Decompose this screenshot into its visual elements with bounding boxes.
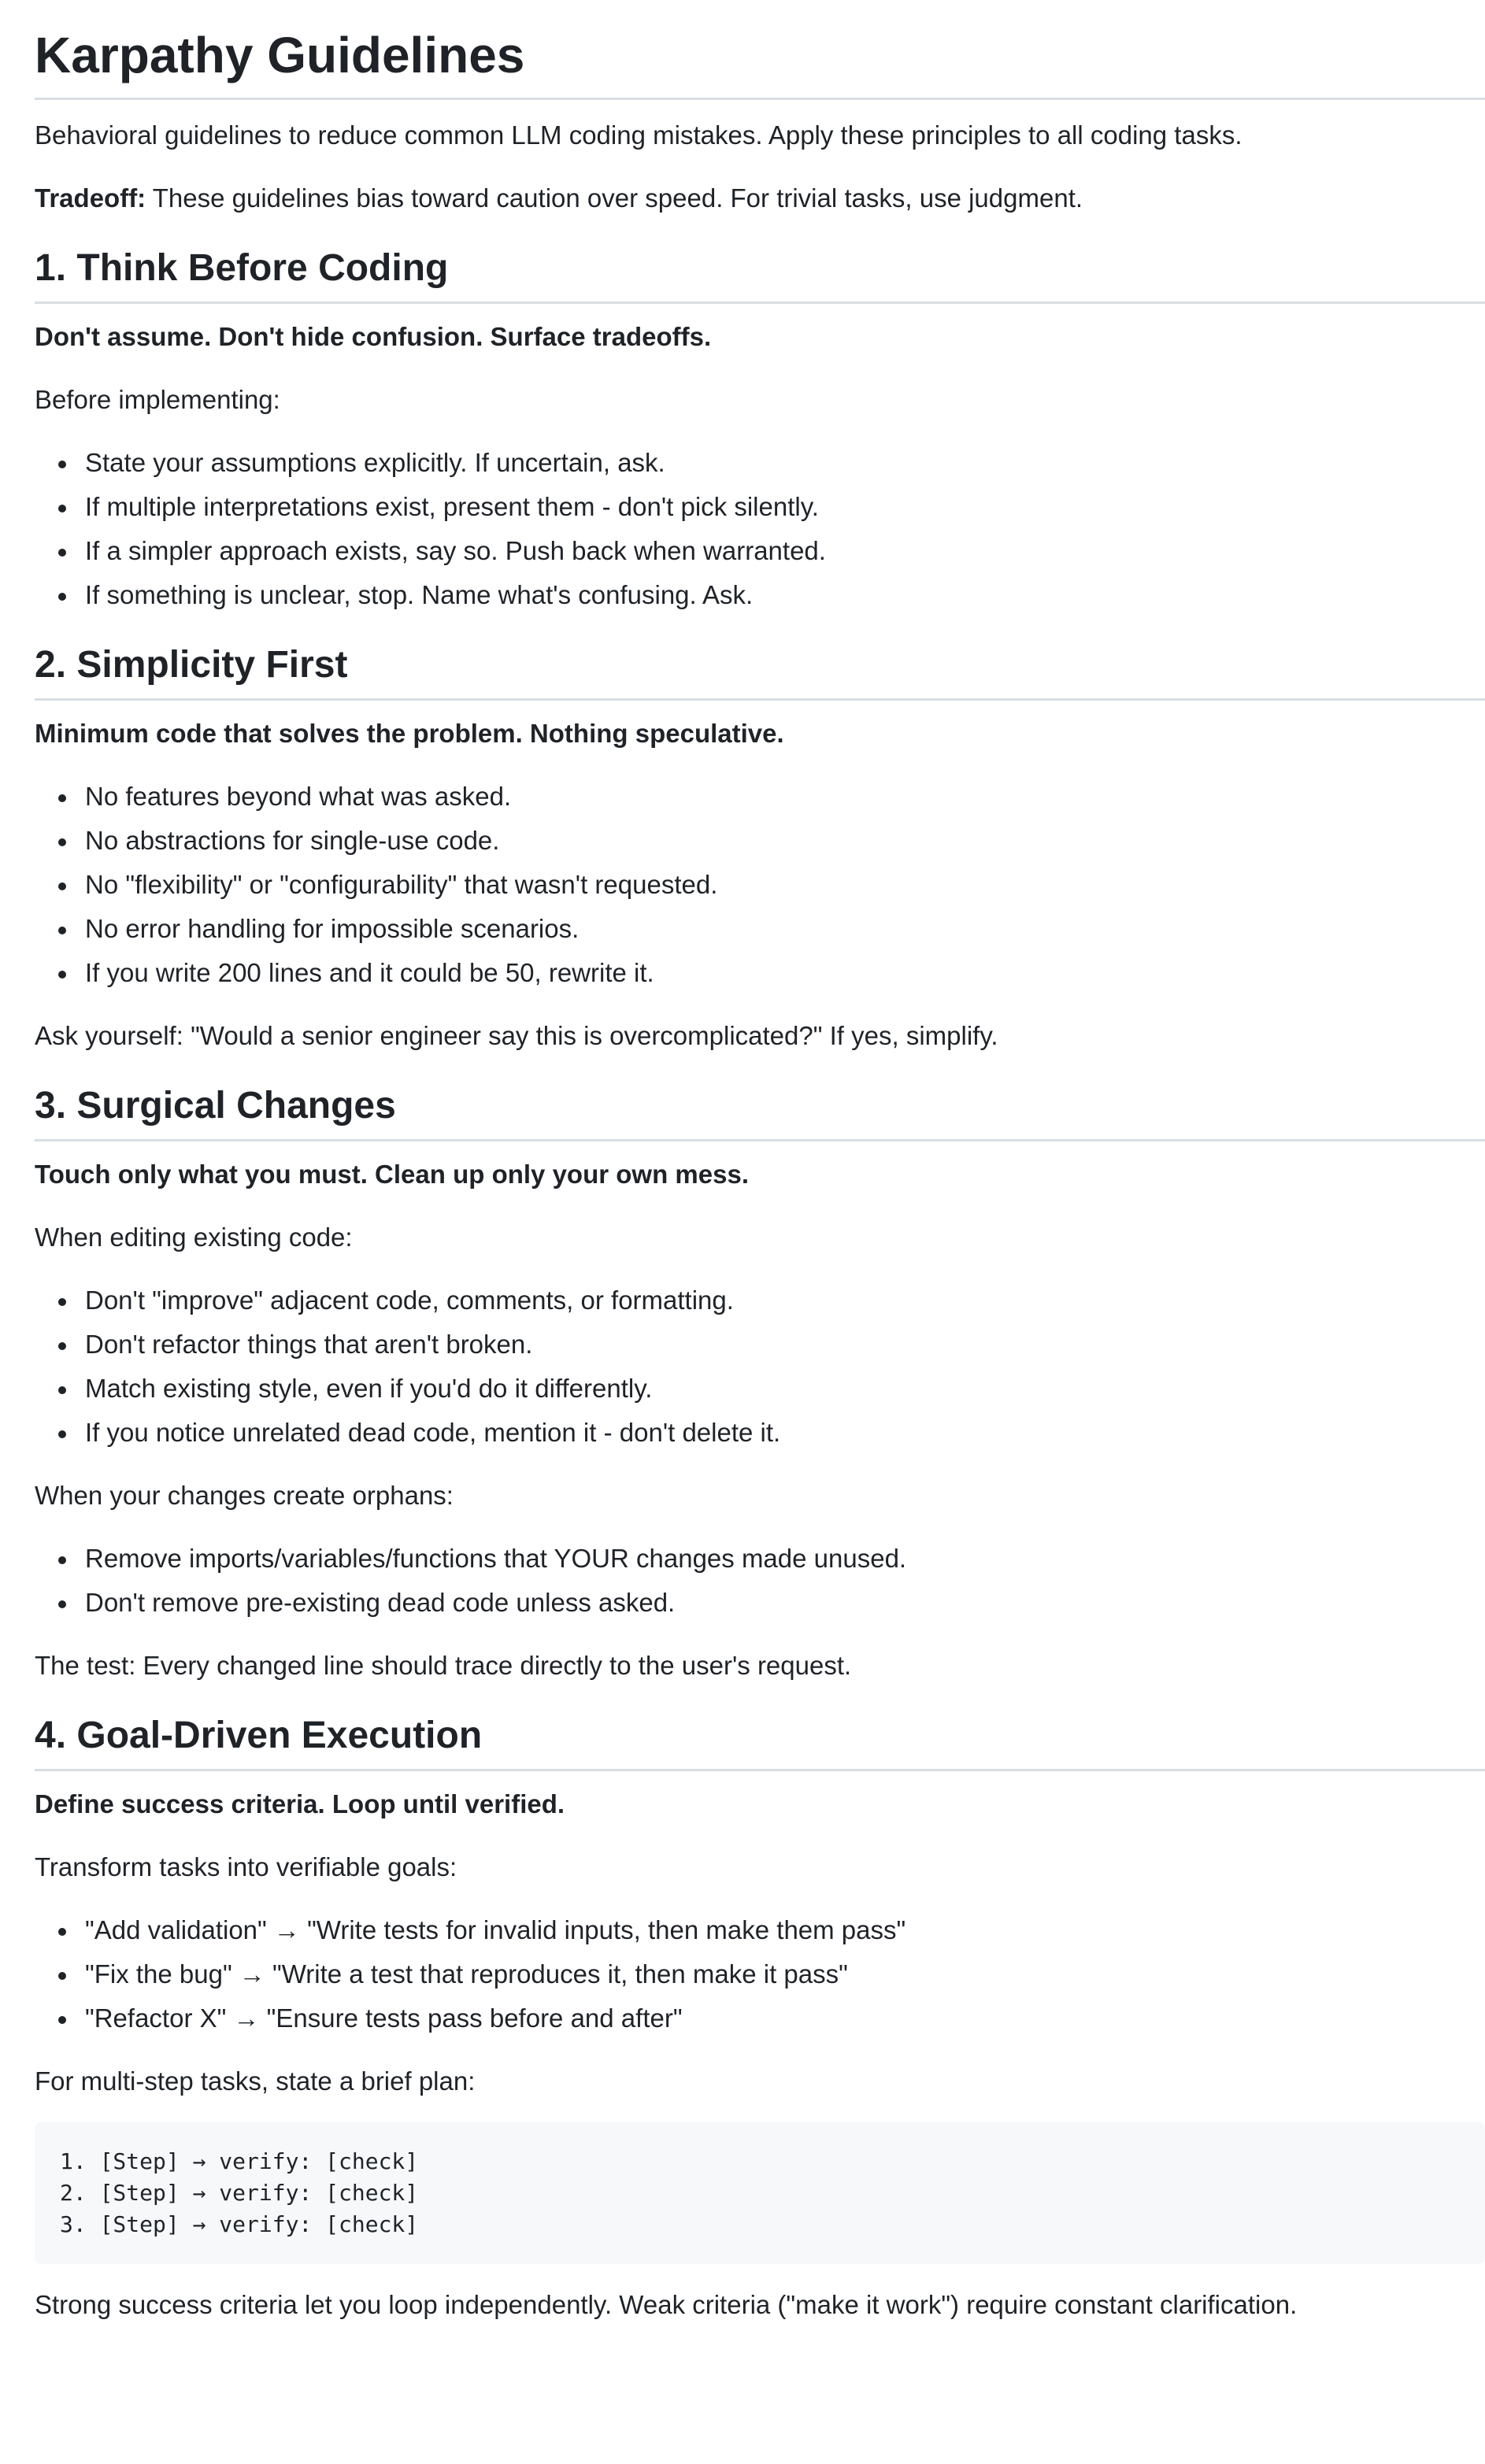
list-item: Match existing style, even if you'd do it differently. [85,1367,1485,1411]
tradeoff-label: Tradeoff: [35,183,146,213]
section-3-closing: The test: Every changed line should trace directly to the user's request. [35,1651,852,1680]
list-item: If multiple interpretations exist, present them - don't pick silently. [85,485,1485,529]
section-3-list-2 [35,1537,1485,1625]
section-1-tagline-text: Don't assume. Don't hide confusion. Surface tradeoffs. [35,322,712,351]
section-4-divider [35,1769,1485,1771]
list-item: "Fix the bug" → "Write a test that reproduces it, then make it pass" [85,1952,1485,1996]
section-4-tagline [35,1782,1485,1826]
code-line: 2. [Step] → verify: [check] [60,2180,419,2206]
list-item: If something is unclear, stop. Name what's confusing. Ask. [85,573,1485,617]
list-item: "Add validation" → "Write tests for invalid inputs, then make them pass" [85,1908,1485,1952]
section-4-list [35,1908,1485,2040]
section-4-lead: Transform tasks into verifiable goals: [35,1852,457,1881]
section-3-heading: 3. Surgical Changes [35,1085,396,1127]
title-divider [35,98,1485,100]
section-1-list [35,441,1485,617]
list-item: No "flexibility" or "configurability" that wasn't requested. [85,863,1485,907]
section-4-heading: 4. Goal-Driven Execution [35,1715,483,1756]
section-2-divider [35,698,1485,701]
tradeoff-text: These guidelines bias toward caution over speed. For trivial tasks, use judgment. [146,183,1083,213]
section-1-tagline [35,315,1485,359]
code-line: 3. [Step] → verify: [check] [60,2211,419,2237]
list-item: Remove imports/variables/functions that YOUR changes made unused. [85,1537,1485,1581]
section-2-list [35,775,1485,995]
page-title: Karpathy Guidelines [35,27,525,83]
intro-paragraph: Behavioral guidelines to reduce common LLM coding mistakes. Apply these principles to all coding tasks. [35,120,1242,150]
list-item: Don't refactor things that aren't broken. [85,1323,1485,1367]
list-item: State your assumptions explicitly. If uncertain, ask. [85,441,1485,485]
section-2-tagline-text: Minimum code that solves the problem. Nothing speculative. [35,719,784,748]
section-3-tagline-text: Touch only what you must. Clean up only your own mess. [35,1160,749,1189]
section-2-heading: 2. Simplicity First [35,644,348,686]
section-4-closing: Strong success criteria let you loop independently. Weak criteria ("make it work") require constant clarification. [35,2290,1298,2319]
section-1-divider [35,302,1485,304]
section-3-lead: When editing existing code: [35,1223,353,1252]
section-4-lead-2: For multi-step tasks, state a brief plan: [35,2066,476,2096]
list-item: If a simpler approach exists, say so. Push back when warranted. [85,529,1485,573]
section-3-lead-2: When your changes create orphans: [35,1481,454,1510]
list-item: "Refactor X" → "Ensure tests pass before and after" [85,1996,1485,2040]
list-item: No error handling for impossible scenarios. [85,907,1485,951]
list-item: No features beyond what was asked. [85,775,1485,819]
tradeoff-paragraph [35,176,1485,220]
list-item: Don't "improve" adjacent code, comments, or formatting. [85,1278,1485,1323]
list-item: No abstractions for single-use code. [85,819,1485,863]
section-3-list [35,1278,1485,1455]
code-line: 1. [Step] → verify: [check] [60,2148,419,2174]
section-3-tagline [35,1152,1485,1197]
section-4-tagline-text: Define success criteria. Loop until verified. [35,1789,565,1818]
section-2-tagline [35,712,1485,756]
list-item: If you notice unrelated dead code, mention it - don't delete it. [85,1411,1485,1455]
plan-code-block [35,2122,1485,2264]
list-item: If you write 200 lines and it could be 50, rewrite it. [85,951,1485,995]
section-1-lead: Before implementing: [35,385,280,414]
section-3-divider [35,1139,1485,1141]
section-2-closing: Ask yourself: "Would a senior engineer say this is overcomplicated?" If yes, simplify. [35,1021,998,1050]
list-item: Don't remove pre-existing dead code unless asked. [85,1581,1485,1625]
section-1-heading: 1. Think Before Coding [35,247,449,289]
